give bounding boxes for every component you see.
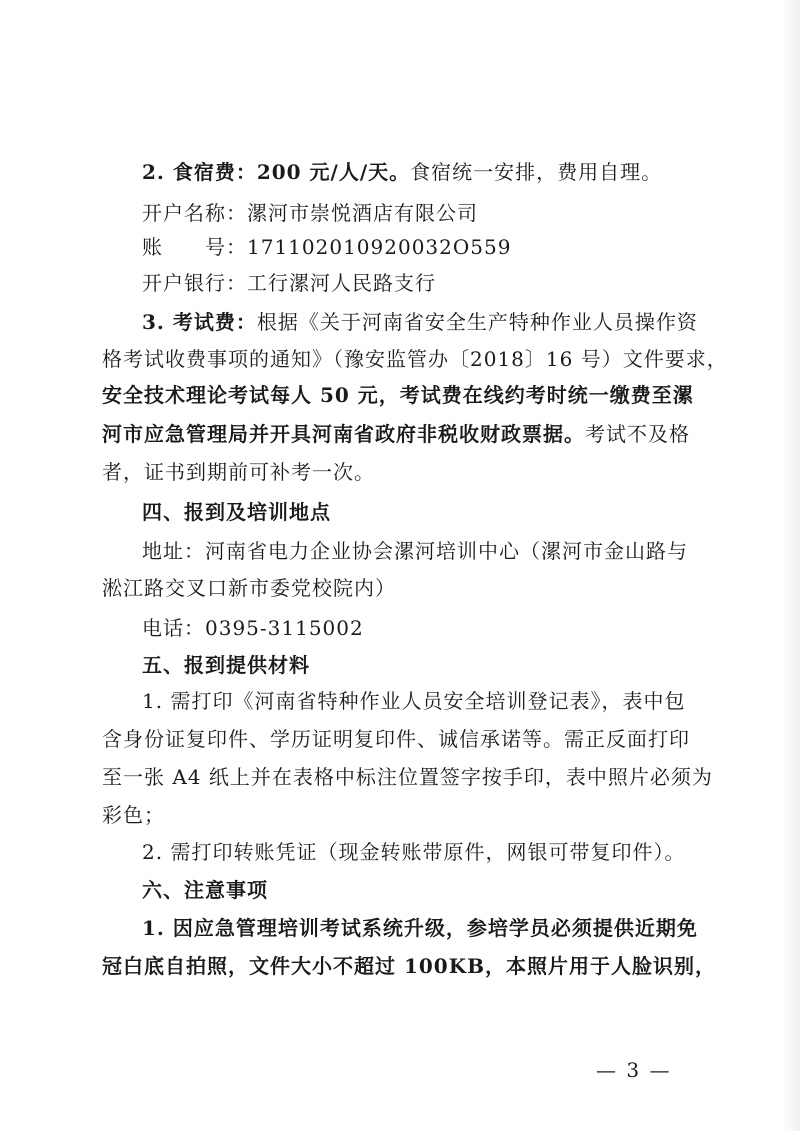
text-line-account-number: 账 号：171102010920032O559	[142, 235, 512, 259]
text-line-address-cont: 淞江路交叉口新市委党校院内）	[102, 576, 396, 600]
text-line-7: 安全技术理论考试每人 50 元，考试费在线约考时统一缴费至漯	[102, 383, 694, 407]
line-8-bold: 河市应急管理局并开具河南省政府非税收财政票据。	[102, 422, 585, 446]
text-line-8	[102, 420, 690, 448]
text-line-17: 至一张 A4 纸上并在表格中标注位置签字按手印，表中照片必须为	[102, 765, 713, 789]
exam-fee-text: 根据《关于河南省安全生产特种作业人员操作资	[256, 310, 698, 334]
text-line-19: 2. 需打印转账凭证（现金转账带原件，网银可带复印件）。	[142, 840, 686, 864]
exam-fee-bold: 3. 考试费：	[142, 310, 257, 334]
meal-fee-text: 食宿统一安排，费用自理。	[410, 160, 663, 184]
text-line-21: 1. 因应急管理培训考试系统升级，参培学员必须提供近期免	[142, 916, 698, 940]
text-line-16: 含身份证复印件、学历证明复印件、诚信承诺等。需正反面打印	[102, 727, 690, 751]
text-line-account-name: 开户名称：漯河市崇悦酒店有限公司	[142, 201, 478, 225]
page-number: — 3 —	[596, 1058, 672, 1082]
scan-edge-shadow	[782, 0, 800, 1131]
text-line-exam-fee	[142, 308, 698, 336]
text-line-meal-fee	[142, 158, 662, 186]
text-line-phone: 电话：0395-3115002	[142, 616, 364, 640]
text-line-9: 者，证书到期前可补考一次。	[102, 460, 375, 484]
meal-fee-bold: 2. 食宿费：200 元/人/天。	[142, 160, 411, 184]
text-line-15: 1. 需打印《河南省特种作业人员安全培训登记表》，表中包	[142, 689, 686, 713]
section-heading-5: 五、报到提供材料	[142, 653, 310, 677]
section-heading-4: 四、报到及培训地点	[142, 500, 331, 524]
text-line-22: 冠白底自拍照，文件大小不超过 100KB，本照片用于人脸识别，	[102, 954, 716, 978]
text-line-18: 彩色；	[102, 803, 165, 827]
text-line-6: 格考试收费事项的通知》（豫安监管办〔2018〕16 号）文件要求，	[102, 347, 728, 371]
text-line-address: 地址：河南省电力企业协会漯河培训中心（漯河市金山路与	[142, 539, 688, 563]
section-heading-6: 六、注意事项	[142, 878, 268, 902]
line-8-text: 考试不及格	[585, 422, 690, 446]
text-line-bank: 开户银行：工行漯河人民路支行	[142, 271, 436, 295]
